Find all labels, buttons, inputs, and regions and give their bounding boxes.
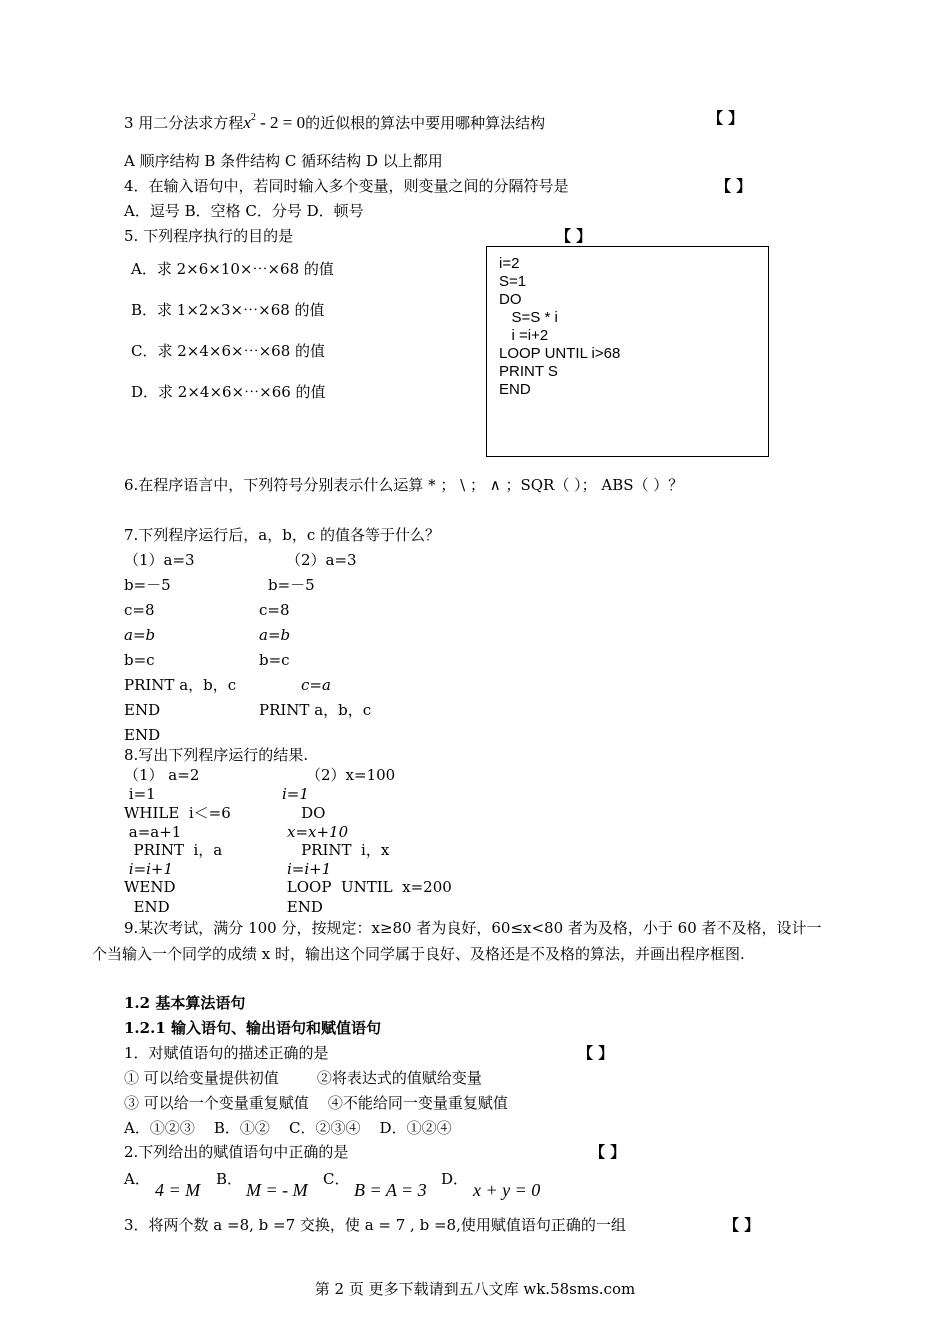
q3-answer-bracket: 【 】: [708, 109, 744, 127]
q7-right-line: c=a: [301, 676, 331, 694]
q5-option-a: A．求 2×6×10×⋯×68 的值: [131, 260, 334, 278]
q8-left-line: END: [124, 898, 170, 916]
q7-left-line: END: [124, 701, 161, 719]
s2-option-a-equation: 4 = M: [155, 1180, 201, 1200]
q8-question: 8.写出下列程序运行的结果.: [124, 746, 309, 764]
q8-right-line: x=x+10: [287, 823, 349, 841]
q4-answer-bracket: 【 】: [716, 177, 752, 195]
q7-right-line: PRINT a，b，c: [259, 701, 372, 719]
page-footer: 第 2 页 更多下载请到五八文库 wk.58sms.com: [314, 1280, 636, 1298]
q3-suffix: 的近似根的算法中要用哪种算法结构: [305, 114, 546, 132]
q7-right-line: b=c: [259, 651, 290, 669]
s1-statement-1: ① 可以给变量提供初值 ②将表达式的值赋给变量: [124, 1069, 482, 1087]
code-line: S=S * i: [499, 309, 558, 326]
s1-statement-2: ③ 可以给一个变量重复赋值 ④不能给同一变量重复赋值: [124, 1094, 508, 1112]
q8-right-line: i=i+1: [287, 860, 332, 878]
q7-left-line: （1）a=3: [124, 551, 195, 569]
s2-option-label: B．: [216, 1170, 243, 1188]
q7-left-line: b=c: [124, 651, 155, 669]
s2-question: 2.下列给出的赋值语句中正确的是: [124, 1143, 349, 1161]
q8-left-line: WEND: [124, 878, 176, 896]
code-line: i =i+2: [499, 327, 549, 344]
q8-right-line: （2）x=100: [306, 766, 396, 784]
s3-answer-bracket: 【 】: [724, 1216, 760, 1234]
q8-right-line: PRINT i，x: [282, 841, 390, 859]
q7-left-line: c=8: [124, 601, 155, 619]
q3-equation: $x^2 - 2 = 0$: [243, 112, 306, 132]
q7-left-line: a=b: [124, 626, 156, 644]
q7-left-line: b=－5: [124, 576, 171, 594]
q7-right-line: （2）a=3: [286, 551, 357, 569]
q5-code-box: [486, 246, 769, 457]
code-line: i=2: [499, 255, 520, 272]
q7-right-line: c=8: [259, 601, 290, 619]
s2-option-c-equation: B = A = 3: [354, 1180, 427, 1200]
q5-answer-bracket: 【 】: [556, 227, 592, 245]
q8-left-line: PRINT i，a: [124, 841, 223, 859]
q8-right-line: LOOP UNTIL x=200: [282, 878, 452, 896]
q8-left-line: WHILE i＜=6: [124, 804, 231, 822]
q8-left-line: a=a+1: [124, 823, 182, 841]
q8-left-line: i=i+1: [124, 860, 174, 878]
q6-question: 6.在程序语言中，下列符号分别表示什么运算 * ； \ ； ∧ ；SQR（ ）； ABS（ ）？: [124, 476, 684, 494]
q7-left-line: PRINT a，b，c: [124, 676, 237, 694]
q5-question: 5. 下列程序执行的目的是: [124, 227, 294, 245]
s2-option-label: A．: [124, 1170, 150, 1188]
s2-option-d-equation: x + y = 0: [473, 1180, 541, 1200]
q8-right-line: END: [282, 898, 323, 916]
q9-line-2: 个当输入一个同学的成绩 x 时，输出这个同学属于良好、及格还是不及格的算法，并画出程序框图.: [92, 945, 745, 963]
q5-option-c: C．求 2×4×6×⋯×68 的值: [131, 342, 326, 360]
q4-options: A．逗号 B．空格 C．分号 D．顿号: [124, 202, 364, 220]
s2-answer-bracket: 【 】: [590, 1143, 626, 1161]
s2-option-label: C．: [323, 1170, 350, 1188]
s1-options: A．①②③ B．①② C．②③④ D．①②④: [124, 1119, 452, 1137]
q3-prefix: 3 用二分法求方程: [124, 114, 244, 132]
q7-right-line: b=－5: [268, 576, 315, 594]
q7-left-line: END: [124, 726, 161, 744]
subsection-heading: 1.2.1 输入语句、输出语句和赋值语句: [124, 1019, 381, 1037]
s2-option-label: D．: [441, 1170, 469, 1188]
q5-option-d: D．求 2×4×6×⋯×66 的值: [131, 383, 326, 401]
s1-question: 1．对赋值语句的描述正确的是: [124, 1044, 329, 1062]
q8-left-line: （1） a=2: [124, 766, 200, 784]
q4-question: 4．在输入语句中，若同时输入多个变量，则变量之间的分隔符号是: [124, 177, 569, 195]
q8-left-line: i=1: [124, 785, 156, 803]
s2-option-b-equation: M = - M: [246, 1180, 308, 1200]
s3-question: 3．将两个数 a =8, b =7 交换，使 a = 7 , b =8,使用赋值语句正确的一组: [124, 1216, 626, 1234]
q3-line: [124, 108, 545, 133]
q9-line-1: 9.某次考试，满分 100 分，按规定：x≥80 者为良好，60≤x<80 者为及格，小于 60 者不及格，设计一: [124, 919, 822, 937]
code-line: S=1: [499, 273, 527, 290]
section-heading: 1.2 基本算法语句: [124, 994, 246, 1012]
q7-right-line: a=b: [259, 626, 291, 644]
q8-right-line: DO: [282, 804, 326, 822]
q8-right-line: i=1: [282, 785, 309, 803]
code-line: END: [499, 381, 531, 398]
q5-option-b: B．求 1×2×3×⋯×68 的值: [131, 301, 325, 319]
code-line: LOOP UNTIL i>68: [499, 345, 621, 362]
q3-options: A 顺序结构 B 条件结构 C 循环结构 D 以上都用: [124, 152, 443, 170]
code-line: PRINT S: [499, 363, 558, 380]
s1-answer-bracket: 【 】: [578, 1044, 614, 1062]
code-line: DO: [499, 291, 522, 308]
q7-question: 7.下列程序运行后，a，b，c 的值各等于什么？: [124, 526, 441, 544]
